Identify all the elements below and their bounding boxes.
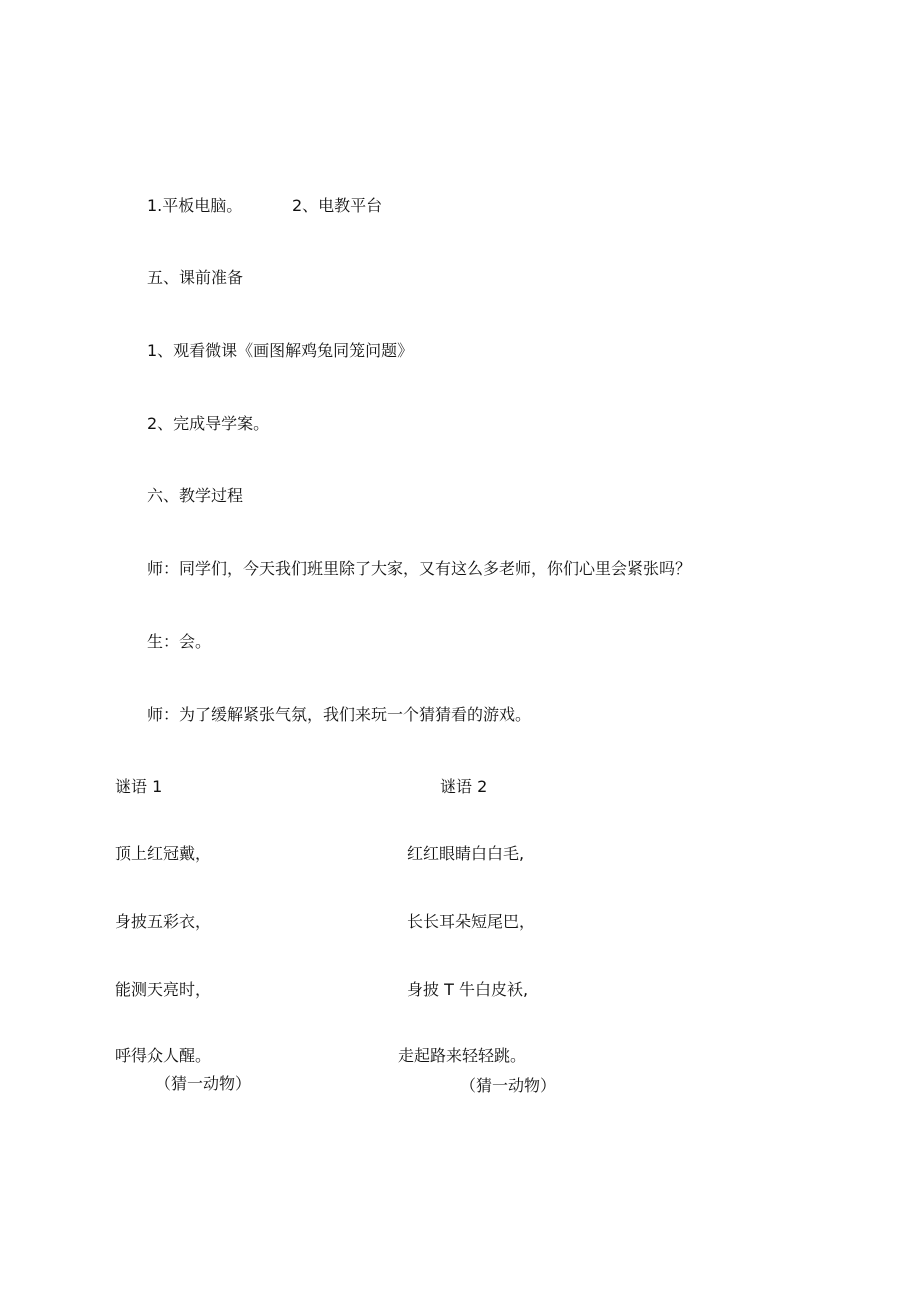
dialogue-line: 师：为了缓解紧张气氛，我们来玩一个猜猜看的游戏。 [147, 705, 532, 724]
dialogue-line: 师：同学们，今天我们班里除了大家，又有这么多老师，你们心里会紧张吗？ [147, 559, 692, 578]
section-5-item-2: 2、完成导学案。 [147, 414, 270, 433]
section-5-item-1: 1、观看微课《画图解鸡兔同笼问题》 [147, 341, 414, 360]
riddle-1-line: 顶上红冠戴， [115, 844, 212, 863]
riddle-1-line: 身披五彩衣， [115, 912, 212, 931]
riddle-2-line: 红红眼睛白白毛, [407, 844, 525, 863]
riddle-2-line: 长长耳朵短尾巴， [407, 912, 536, 931]
riddle-1-line: 呼得众人醒。 [115, 1046, 212, 1065]
riddle-2-title: 谜语 2 [440, 777, 488, 796]
riddle-1-line: 能测天亮时， [115, 980, 212, 999]
riddle-2-line: 身披 T 牛白皮袄, [407, 980, 529, 999]
section-5-heading: 五、课前准备 [147, 268, 244, 287]
riddle-1-title: 谜语 1 [115, 777, 163, 796]
riddle-1-hint: （猜一动物） [155, 1074, 252, 1093]
materials-item-1: 1.平板电脑。 [147, 196, 243, 215]
riddle-2-line: 走起路来轻轻跳。 [398, 1046, 527, 1065]
materials-item-2: 2、电教平台 [292, 196, 383, 215]
section-6-heading: 六、教学过程 [147, 486, 244, 505]
riddle-2-hint: （猜一动物） [460, 1076, 557, 1095]
dialogue-line: 生：会。 [147, 632, 212, 651]
